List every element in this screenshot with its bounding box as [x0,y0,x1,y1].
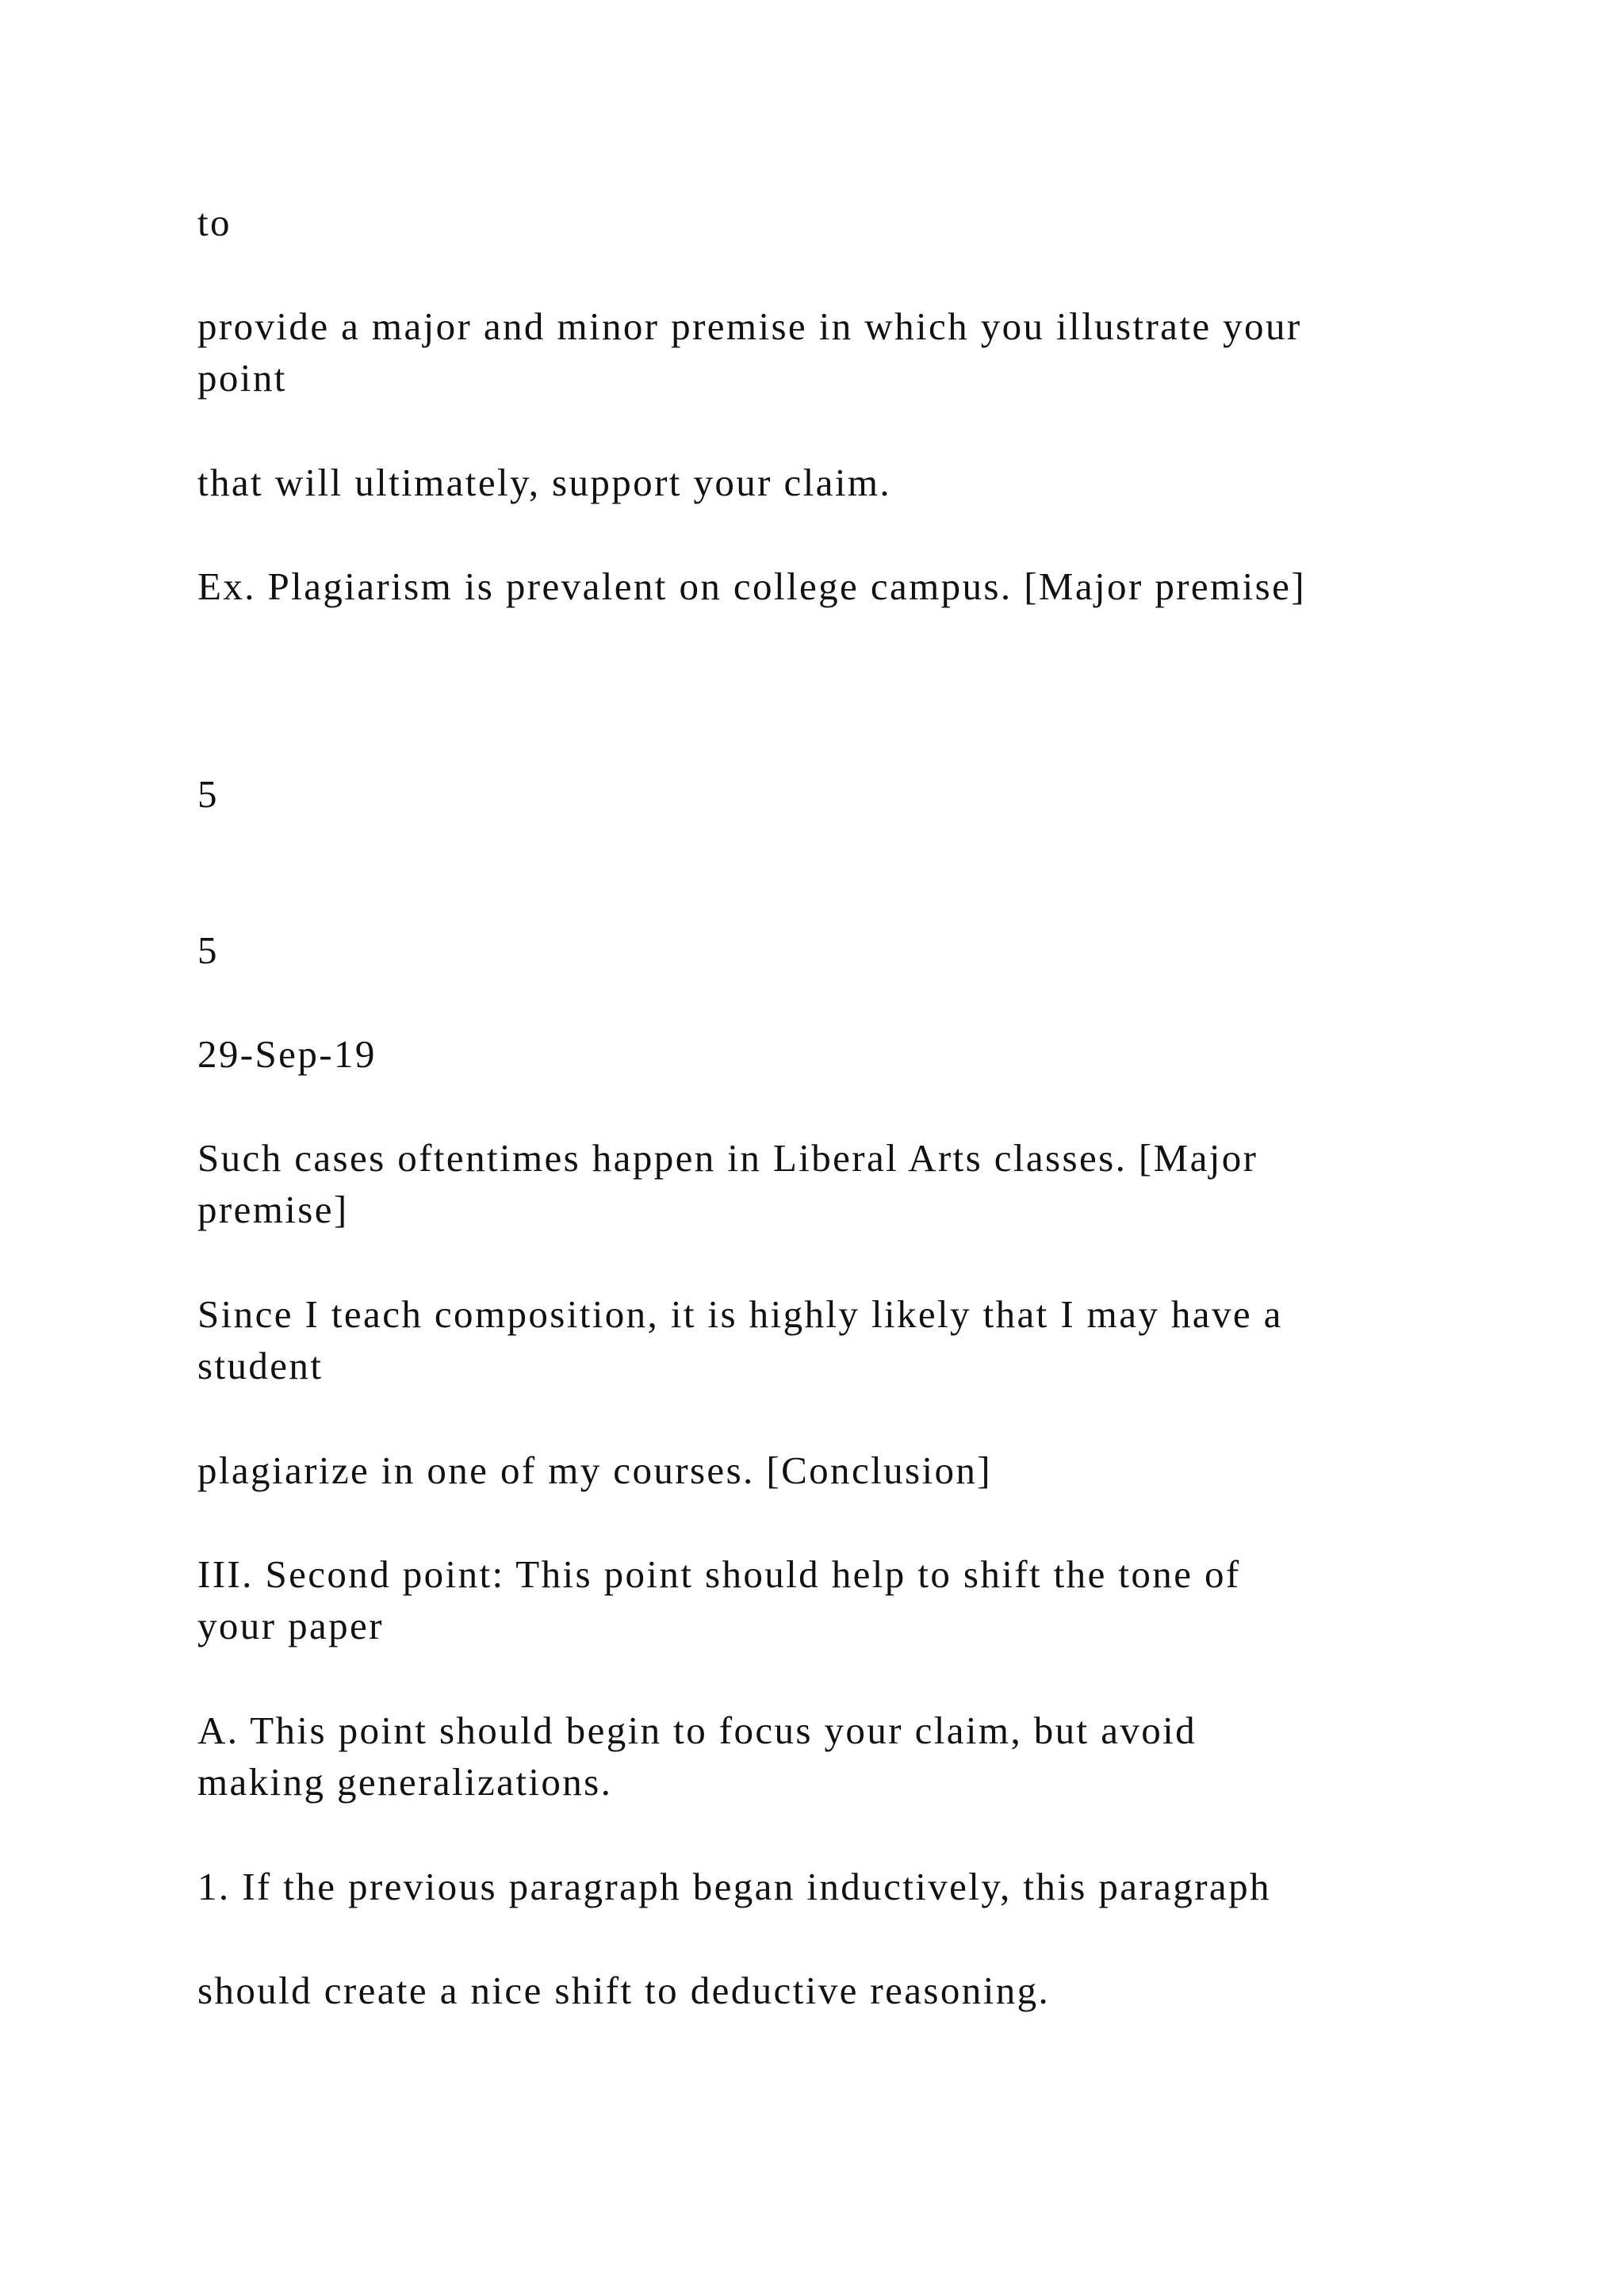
outline-heading: III. Second point: This point should help to shift the tone of your paper [197,1552,1241,1647]
text-line: Ex. Plagiarism is prevalent on college campus. [Major premise] [197,564,1306,608]
text-paragraph: Since I teach composition, it is highly likely that I may have a student [197,1292,1283,1387]
slide-number: 5 [197,772,219,816]
slide-number: 5 [197,928,219,972]
text-line: plagiarize in one of my courses. [Conclusion] [197,1448,993,1492]
text-paragraph: provide a major and minor premise in which you illustrate your point [197,304,1302,400]
text-line: should create a nice shift to deductive reasoning. [197,1969,1051,2012]
outline-subpoint: A. This point should begin to focus your claim, but avoid making generalizations. [197,1709,1197,1804]
outline-item: 1. If the previous paragraph began inductively, this paragraph [197,1865,1271,1908]
text-line: to [197,201,232,244]
date-text: 29-Sep-19 [197,1032,377,1076]
text-paragraph: Such cases oftentimes happen in Liberal Arts classes. [Major premise] [197,1136,1258,1231]
text-line: that will ultimately, support your claim. [197,461,892,504]
